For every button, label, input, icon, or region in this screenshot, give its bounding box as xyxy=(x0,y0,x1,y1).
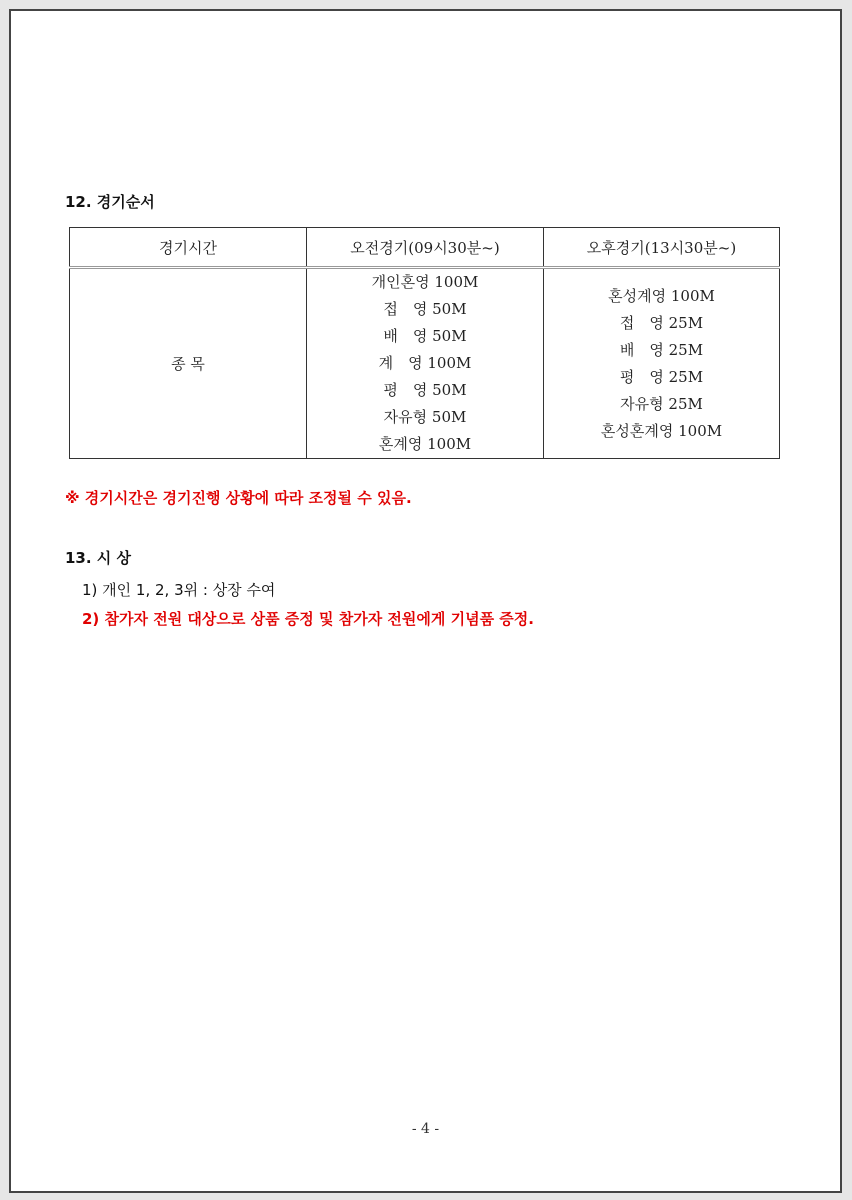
header-afternoon: 오후경기(13시30분~) xyxy=(544,228,780,268)
section-12-title: 12. 경기순서 xyxy=(65,193,155,211)
event-item: 계 영 100M xyxy=(378,354,472,372)
event-item: 자유형 25M xyxy=(620,394,703,413)
document-page xyxy=(9,9,842,1193)
table-header-row xyxy=(70,228,780,268)
event-item: 개인혼영 100M xyxy=(371,273,479,291)
schedule-table xyxy=(69,227,780,459)
event-item: 접 영 25M xyxy=(619,313,704,332)
event-item: 배 영 25M xyxy=(619,340,704,359)
section-13-title: 13. 시 상 xyxy=(65,549,131,567)
award-item: 1) 개인 1, 2, 3위 : 상장 수여 xyxy=(82,581,276,599)
page-number: - 4 - xyxy=(411,1121,440,1137)
event-item: 혼계영 100M xyxy=(378,435,472,453)
event-item: 평 영 50M xyxy=(383,381,467,399)
afternoon-events xyxy=(544,268,780,459)
morning-events xyxy=(307,268,544,459)
table-row xyxy=(70,268,780,459)
event-item: 혼성혼계영 100M xyxy=(600,421,723,440)
event-item: 혼성계영 100M xyxy=(608,286,715,305)
header-morning: 오전경기(09시30분~) xyxy=(307,228,544,268)
header-time: 경기시간 xyxy=(70,228,307,268)
event-item: 평 영 25M xyxy=(619,367,704,386)
schedule-note: ※ 경기시간은 경기진행 상황에 따라 조정될 수 있음. xyxy=(65,489,412,507)
event-item: 배 영 50M xyxy=(383,327,467,345)
event-item: 접 영 50M xyxy=(383,300,467,318)
event-item: 자유형 50M xyxy=(383,408,467,426)
row-label: 종 목 xyxy=(70,268,307,459)
award-item: 2) 참가자 전원 대상으로 상품 증정 및 참가자 전원에게 기념품 증정. xyxy=(82,610,534,628)
